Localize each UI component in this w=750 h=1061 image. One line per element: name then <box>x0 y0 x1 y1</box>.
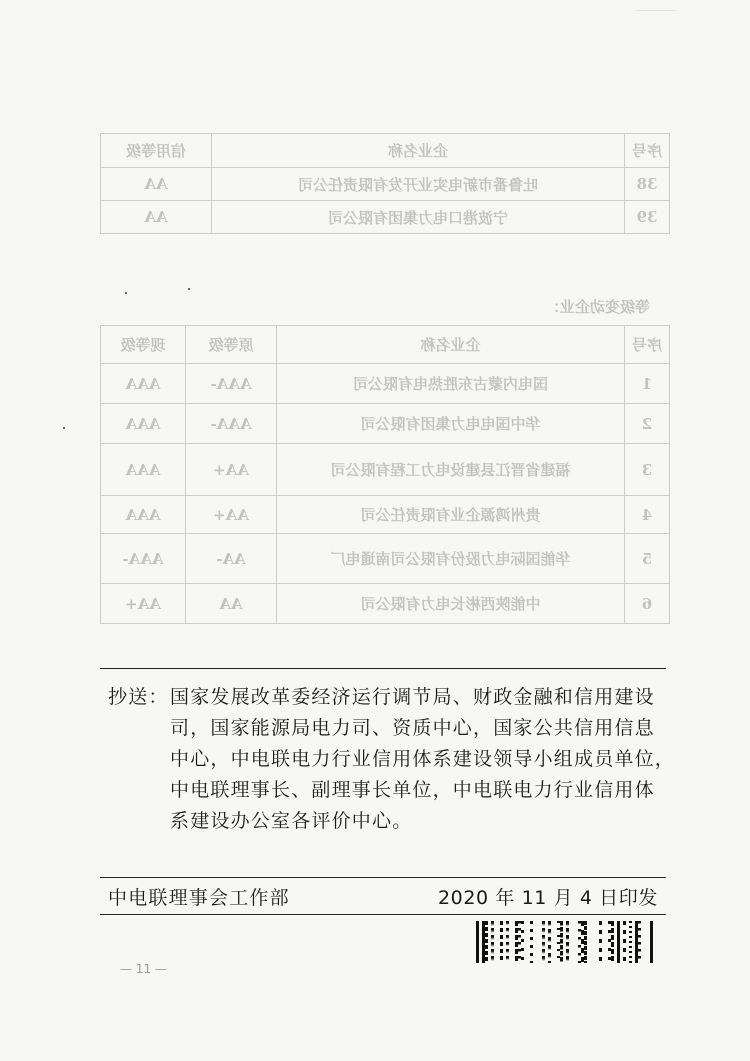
table-row <box>101 534 670 584</box>
table-header-cell: 序号 <box>625 326 670 364</box>
table-cell: 3 <box>625 444 670 496</box>
cc-line: 国家发展改革委经济运行调节局、财政金融和信用建设 <box>170 686 655 708</box>
table-cell: 6 <box>625 584 670 624</box>
table-cell: 华中国电电力集团有限公司 <box>277 404 625 444</box>
cc-top-rule <box>100 668 666 669</box>
table-cell: AAA <box>101 364 186 404</box>
table-row <box>101 444 670 496</box>
table-cell: AA <box>101 168 212 201</box>
table-header-row <box>101 134 670 168</box>
table-row <box>101 404 670 444</box>
table-header-cell: 企业名称 <box>277 326 625 364</box>
cc-section <box>108 682 676 837</box>
cc-line: 中心，中电联电力行业信用体系建设领导小组成员单位， <box>170 748 676 770</box>
page-number: — 11 — <box>120 962 167 976</box>
table-cell: AAA <box>101 444 186 496</box>
cc-line: 中电联理事长、副理事长单位，中电联电力行业信用体 <box>170 779 655 801</box>
table-cell: 福建省晋江县建设电力工程有限公司 <box>277 444 625 496</box>
table-row <box>101 496 670 534</box>
table-cell: AAA- <box>186 364 277 404</box>
bleed-through-table-1 <box>100 133 670 234</box>
table-cell: AA- <box>186 534 277 584</box>
table-row <box>101 364 670 404</box>
table-header-row <box>101 326 670 364</box>
table-cell: 4 <box>625 496 670 534</box>
table-cell: 38 <box>625 168 670 201</box>
table-cell: AA+ <box>186 496 277 534</box>
table-cell: AA+ <box>101 584 186 624</box>
barcode-module <box>653 921 656 963</box>
table-cell: AAA- <box>186 404 277 444</box>
table-header-cell: 现等级 <box>101 326 186 364</box>
table-row <box>101 168 670 201</box>
table-header-cell: 原等级 <box>186 326 277 364</box>
table-cell: AA <box>186 584 277 624</box>
table-row <box>101 201 670 234</box>
table-cell: AAA- <box>101 534 186 584</box>
table-cell: 吐鲁番市新电实业开发有限责任公司 <box>212 168 625 201</box>
table-cell: 贵州鸿源企业有限责任公司 <box>277 496 625 534</box>
scan-speck <box>125 292 127 294</box>
cc-line: 系建设办公室各评价中心。 <box>170 810 413 832</box>
bleed-through-table-2 <box>100 325 670 624</box>
issue-date: 2020 年 11 月 4 日印发 <box>437 887 658 909</box>
bleed-through-mark <box>636 0 676 11</box>
table-cell: 宁波港口电力集团有限公司 <box>212 201 625 234</box>
issuer: 中电联理事会工作部 <box>108 887 290 909</box>
table-cell: 中能陕西彬长电力有限公司 <box>277 584 625 624</box>
table-cell: 国电内蒙古东胜热电有限公司 <box>277 364 625 404</box>
table-cell: 华能国际电力股份有限公司南通电厂 <box>277 534 625 584</box>
table-cell: AA <box>101 201 212 234</box>
scan-speck <box>63 427 65 429</box>
table-row <box>101 584 670 624</box>
table-header-cell: 序号 <box>625 134 670 168</box>
table-cell: AAA <box>101 404 186 444</box>
footer-bottom-rule <box>100 914 666 915</box>
table-cell: 1 <box>625 364 670 404</box>
cc-line: 司，国家能源局电力司、资质中心，国家公共信用信息 <box>170 717 655 739</box>
table-header-cell: 信用等级 <box>101 134 212 168</box>
scan-speck <box>188 288 190 290</box>
barcode-image <box>476 921 656 963</box>
table-cell: AAA <box>101 496 186 534</box>
table-cell: 5 <box>625 534 670 584</box>
footer-top-rule <box>100 877 666 878</box>
table-cell: 39 <box>625 201 670 234</box>
cc-recipients <box>170 682 676 837</box>
bleed-through-caption: 等级变动企业： <box>544 298 650 316</box>
table-header-cell: 企业名称 <box>212 134 625 168</box>
table-cell: 2 <box>625 404 670 444</box>
cc-label: 抄送： <box>108 686 169 708</box>
table-cell: AA+ <box>186 444 277 496</box>
